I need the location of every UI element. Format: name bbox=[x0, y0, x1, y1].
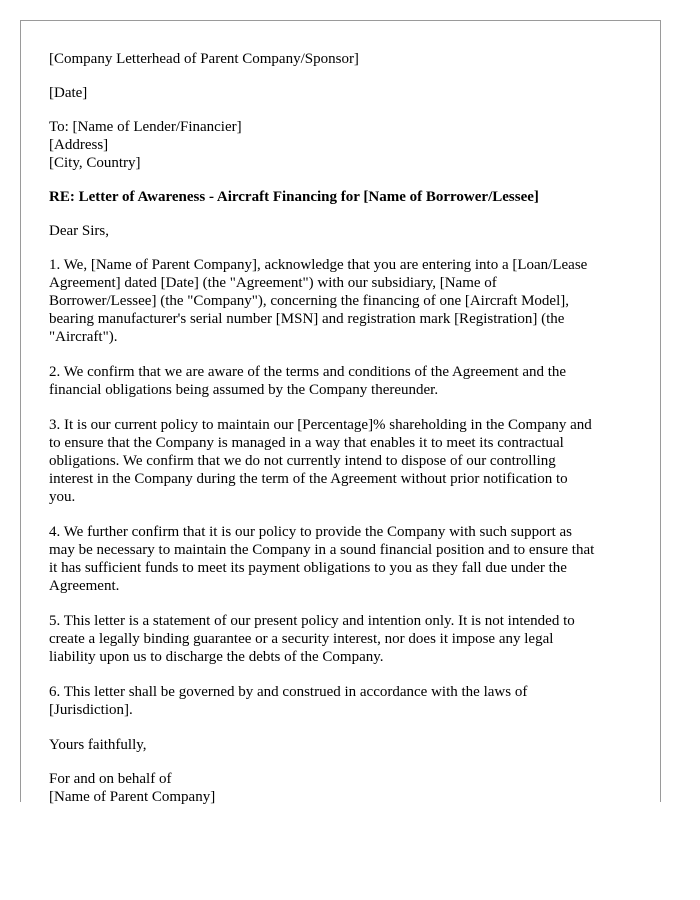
recipient-address: [Address] bbox=[49, 137, 109, 153]
salutation-block bbox=[49, 222, 641, 240]
recipient-city-country: [City, Country] bbox=[49, 155, 141, 171]
paragraph-line: obligations. We confirm that we do not currently intend to dispose of our controlling bbox=[49, 453, 556, 469]
recipient-name: To: [Name of Lender/Financier] bbox=[49, 119, 242, 135]
paragraph-4 bbox=[49, 523, 641, 595]
signature-line: For and on behalf of bbox=[49, 771, 172, 787]
paragraph-1 bbox=[49, 256, 641, 346]
paragraph-line: Agreement] dated [Date] (the "Agreement") with our subsidiary, [Name of bbox=[49, 275, 497, 291]
paragraph-line: it has sufficient funds to meet its payment obligations to you as they fall due under the bbox=[49, 560, 567, 576]
paragraph-line: 6. This letter shall be governed by and construed in accordance with the laws of bbox=[49, 684, 528, 700]
subject-block bbox=[49, 188, 641, 206]
paragraph-line: Agreement. bbox=[49, 578, 120, 594]
closing-block bbox=[49, 736, 641, 754]
paragraph-line: "Aircraft"). bbox=[49, 329, 118, 345]
paragraph-line: create a legally binding guarantee or a security interest, nor does it impose any legal bbox=[49, 631, 554, 647]
paragraph-line: Borrower/Lessee] (the "Company"), concerning the financing of one [Aircraft Model], bbox=[49, 293, 569, 309]
letter-page bbox=[20, 20, 661, 805]
paragraph-line: liability upon us to discharge the debts of the Company. bbox=[49, 649, 384, 665]
paragraph-line: 1. We, [Name of Parent Company], acknowledge that you are entering into a [Loan/Lease bbox=[49, 257, 588, 273]
paragraph-line: financial obligations being assumed by the Company thereunder. bbox=[49, 382, 439, 398]
paragraph-3 bbox=[49, 416, 641, 506]
paragraph-line: you. bbox=[49, 489, 76, 505]
paragraph-5 bbox=[49, 612, 641, 666]
paragraph-line: 5. This letter is a statement of our present policy and intention only. It is not intended to bbox=[49, 613, 575, 629]
paragraph-line: may be necessary to maintain the Company in a sound financial position and to ensure that bbox=[49, 542, 595, 558]
letter-date: [Date] bbox=[49, 85, 88, 101]
paragraph-line: 3. It is our current policy to maintain our [Percentage]% shareholding in the Company and bbox=[49, 417, 592, 433]
signature-block bbox=[49, 770, 641, 806]
paragraph-line: 2. We confirm that we are aware of the terms and conditions of the Agreement and the bbox=[49, 364, 567, 380]
date-block bbox=[49, 84, 641, 102]
letterhead-block bbox=[49, 50, 641, 68]
paragraph-6 bbox=[49, 683, 641, 719]
letterhead: [Company Letterhead of Parent Company/Sponsor] bbox=[49, 51, 359, 67]
paragraph-line: interest in the Company during the term of the Agreement without prior notification to bbox=[49, 471, 568, 487]
letter-body bbox=[49, 50, 641, 822]
paragraph-line: 4. We further confirm that it is our policy to provide the Company with such support as bbox=[49, 524, 573, 540]
subject-line: RE: Letter of Awareness - Aircraft Financing for [Name of Borrower/Lessee] bbox=[49, 189, 539, 205]
recipient-block bbox=[49, 118, 641, 172]
paragraph-line: bearing manufacturer's serial number [MSN] and registration mark [Registration] (the bbox=[49, 311, 565, 327]
closing: Yours faithfully, bbox=[49, 737, 147, 753]
paragraph-line: [Jurisdiction]. bbox=[49, 702, 133, 718]
signatory-name: [Name of Parent Company] bbox=[49, 789, 216, 805]
paragraph-2 bbox=[49, 363, 641, 399]
salutation: Dear Sirs, bbox=[49, 223, 109, 239]
paragraph-line: to ensure that the Company is managed in a way that enables it to meet its contractual bbox=[49, 435, 564, 451]
